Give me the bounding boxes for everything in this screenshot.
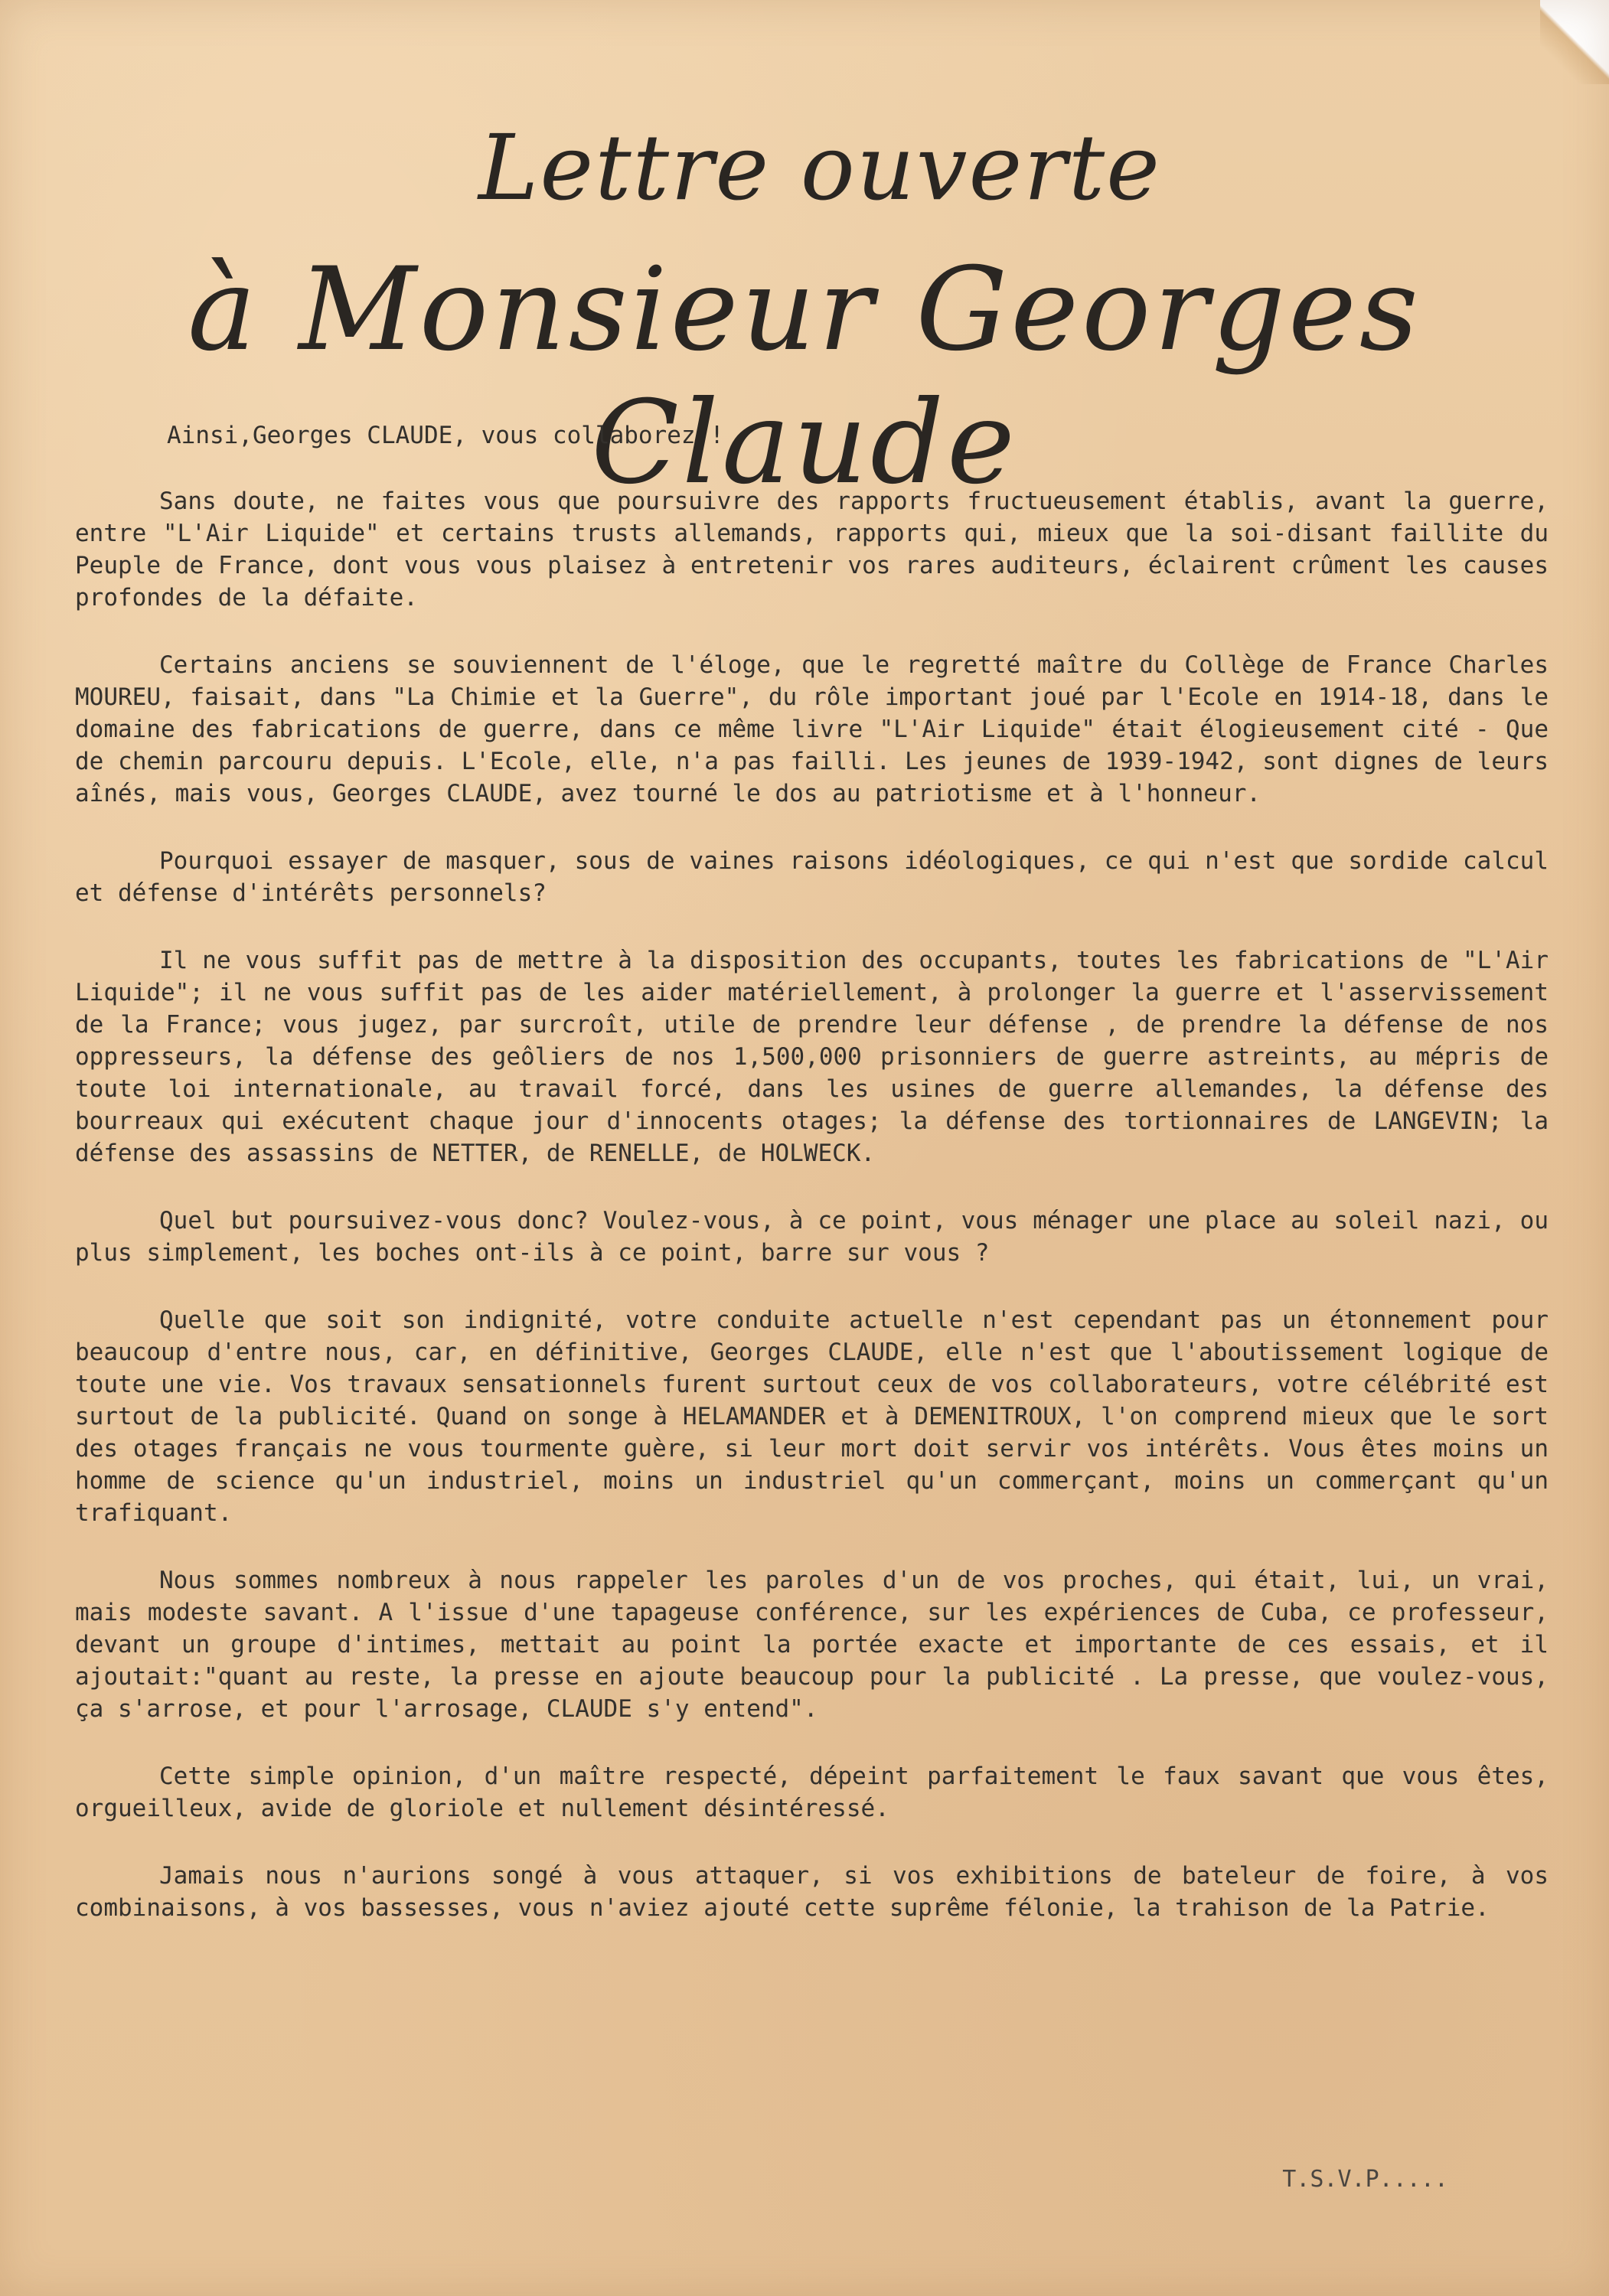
paragraph-2: Certains anciens se souviennent de l'éloge, que le regretté maître du Collège de France Charles MOUREU, faisait, dans "La Chimie et la Guerre", du rôle important joué par l'Ecole en 1914-18, dans le domaine des fabrications de guerre, dans ce même livre "L'Air Liquide" était élogieusement cité - Que de chemin parcouru depuis. L'Ecole, elle, n'a pas failli. Les jeunes de 1939-1942, sont dignes de leurs aînés, mais vous, Georges CLAUDE, avez tourné le dos au patriotisme et à l'honneur. [75,651,1549,807]
letter-body [75,419,1549,1959]
paragraph-5: Quel but poursuivez-vous donc? Voulez-vous, à ce point, vous ménager une place au soleil nazi, ou plus simplement, les boches ont-ils à ce point, barre sur vous ? [75,1207,1549,1267]
paragraph-6: Quelle que soit son indignité, votre conduite actuelle n'est cependant pas un étonnement pour beaucoup d'entre nous, car, en définitive, Georges CLAUDE, elle n'est que l'aboutissement logique de toute une vie. Vos travaux sensationnels furent surtout ceux de vos collaborateurs, votre célébrité est surtout de la publicité. Quand on songe à HELAMANDER et à DEMENITROUX, l'on comprend mieux que le sort des otages français ne vous tourmente guère, si leur mort doit servir vos intérêts. Vous êtes moins un homme de science qu'un industriel, moins un industriel qu'un commerçant, moins un commerçant qu'un trafiquant. [75,1306,1549,1527]
title-line-2: à Monsieur Georges Claude [188,243,1421,510]
opening-line: Ainsi,Georges CLAUDE, vous collaborez ! [167,422,724,449]
paragraph-8: Cette simple opinion, d'un maître respecté, dépeint parfaitement le faux savant que vous êtes, orgueilleux, avide de gloriole et nullement désintéressé. [75,1763,1549,1822]
paragraph-3: Pourquoi essayer de masquer, sous de vaines raisons idéologiques, ce qui n'est que sordide calcul et défense d'intérêts personnels? [75,847,1549,907]
paragraph-4: Il ne vous suffit pas de mettre à la disposition des occupants, toutes les fabrications de "L'Air Liquide"; il ne vous suffit pas de les aider matériellement, à prolonger la guerre et l'asservissement de la France; vous jugez, par surcroît, utile de prendre leur défense , de prendre la défense de nos oppresseurs, la défense des geôliers de nos 1,500,000 prisonniers de guerre astreints, au mépris de toute loi internationale, au travail forcé, dans les usines de guerre allemandes, la défense des bourreaux qui exécutent chaque jour d'innocents otages; la défense des tortionnaires de LANGEVIN; la défense des assassins de NETTER, de RENELLE, de HOLWECK. [75,947,1549,1167]
folded-corner [1540,0,1609,84]
paragraph-1: Sans doute, ne faites vous que poursuivre des rapports fructueusement établis, avant la guerre, entre "L'Air Liquide" et certains trusts allemands, rapports qui, mieux que la soi-disant faillite du Peuple de France, dont vous vous plaisez à entretenir vos rares auditeurs, éclairent crûment les causes profondes de la défaite. [75,488,1549,612]
signature-pto: T.S.V.P..... [1282,2166,1448,2193]
paragraph-9: Jamais nous n'aurions songé à vous attaquer, si vos exhibitions de bateleur de foire, à vos combinaisons, à vos bassesses, vous n'aviez ajouté cette suprême félonie, la trahison de la Patrie. [75,1862,1549,1922]
title-line-1: Lettre ouverte [478,115,1161,220]
paragraph-7: Nous sommes nombreux à nous rappeler les paroles d'un de vos proches, qui était, lui, un vrai, mais modeste savant. A l'issue d'une tapageuse conférence, sur les expériences de Cuba, ce professeur, devant un groupe d'intimes, mettait au point la portée exacte et importante de ces essais, et il ajoutait:"quant au reste, la presse en ajoute beaucoup pour la publicité . La presse, que voulez-vous, ça s'arrose, et pour l'arrosage, CLAUDE s'y entend". [75,1567,1549,1723]
